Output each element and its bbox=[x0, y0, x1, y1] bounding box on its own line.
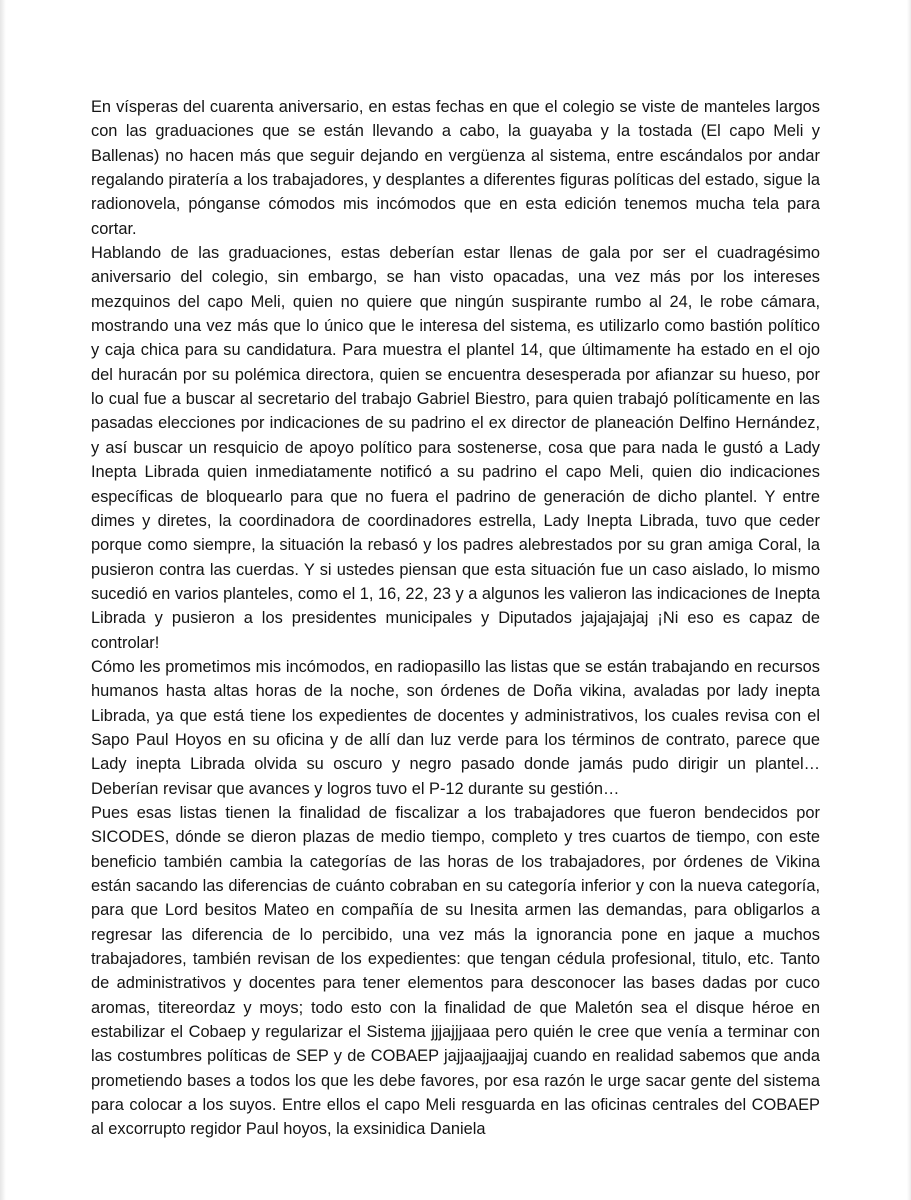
document-body bbox=[91, 95, 820, 1142]
paragraph-listas: Pues esas listas tienen la finalidad de fiscalizar a los trabajadores que fueron bendecidos por SICODES, dónde se dieron plazas de medio tiempo, completo y tres cuartos de tiempo, con este beneficio también cambia la categorías de las horas de los trabajadores, por órdenes de Vikina están sacando las diferencias de cuánto cobraban en su categoría inferior y con la nueva categoría, para que Lord besitos Mateo en compañía de su Inesita armen las demandas, para obligarlos a regresar las diferencia de lo percibido, una vez más la ignorancia pone en jaque a muchos trabajadores, también revisan de los expedientes: que tengan cédula profesional, titulo, etc. Tanto de administrativos y docentes para tener elementos para desconocer las bases dadas por cuco aromas, titereordaz y moys; todo esto con la finalidad de que Maletón sea el disque héroe en estabilizar el Cobaep y regularizar el Sistema jjjajjjaaa pero quién le cree que venía a terminar con las costumbres políticas de SEP y de COBAEP jajjaajjaajjaj cuando en realidad sabemos que anda prometiendo bases a todos los que les debe favores, por esa razón le urge sacar gente del sistema para colocar a los suyos. Entre ellos el capo Meli resguarda en las oficinas centrales del COBAEP al excorrupto regidor Paul hoyos, la exsinidica Daniela bbox=[91, 803, 820, 1139]
paragraph-intro: En vísperas del cuarenta aniversario, en estas fechas en que el colegio se viste de manteles largos con las graduaciones que se están llevando a cabo, la guayaba y la tostada (El capo Meli y Ballenas) no hacen más que seguir dejando en vergüenza al sistema, entre escándalos por andar regalando piratería a los trabajadores, y desplantes a diferentes figuras políticas del estado, sigue la radionovela, pónganse cómodos mis incómodos que en esta edición tenemos mucha tela para cortar. bbox=[91, 98, 820, 238]
page-edge-shadow-left bbox=[0, 0, 6, 1200]
page-edge-shadow-right bbox=[907, 0, 911, 1200]
paragraph-graduaciones: Hablando de las graduaciones, estas deberían estar llenas de gala por ser el cuadragésimo aniversario del colegio, sin embargo, se han visto opacadas, una vez más por los intereses mezquinos del capo Meli, quien no quiere que ningún suspirante rumbo al 24, le robe cámara, mostrando una vez más que lo único que le interesa del sistema, es utilizarlo como bastión político y caja chica para su candidatura. Para muestra el plantel 14, que últimamente ha estado en el ojo del huracán por su polémica directora, quien se encuentra desesperada por afianzar su hueso, por lo cual fue a buscar al secretario del trabajo Gabriel Biestro, para quien trabajó políticamente en las pasadas elecciones por indicaciones de su padrino el ex director de planeación Delfino Hernández, y así buscar un resquicio de apoyo político para sostenerse, cosa que para nada le gustó a Lady Inepta Librada quien inmediatamente notificó a su padrino el capo Meli, quien dio indicaciones específicas de bloquearlo para que no fuera el padrino de generación de dicho plantel. Y entre dimes y diretes, la coordinadora de coordinadores estrella, Lady Inepta Librada, tuvo que ceder porque como siempre, la situación la rebasó y los padres alebrestados por su gran amiga Coral, la pusieron contra las cuerdas. Y si ustedes piensan que esta situación fue un caso aislado, lo mismo sucedió en varios planteles, como el 1, 16, 22, 23 y a algunos les valieron las indicaciones de Inepta Librada y pusieron a los presidentes municipales y Diputados jajajajajaj ¡Ni eso es capaz de controlar! bbox=[91, 244, 820, 652]
paragraph-radiopasillo: Cómo les prometimos mis incómodos, en radiopasillo las listas que se están trabajando en recursos humanos hasta altas horas de la noche, son órdenes de Doña vikina, avaladas por lady inepta Librada, ya que está tiene los expedientes de docentes y administrativos, los cuales revisa con el Sapo Paul Hoyos en su oficina y de allí dan luz verde para los términos de contrato, parece que Lady inepta Librada olvida su oscuro y negro pasado donde jamás pudo dirigir un plantel… Deberían revisar que avances y logros tuvo el P-12 durante su gestión… bbox=[91, 657, 820, 798]
